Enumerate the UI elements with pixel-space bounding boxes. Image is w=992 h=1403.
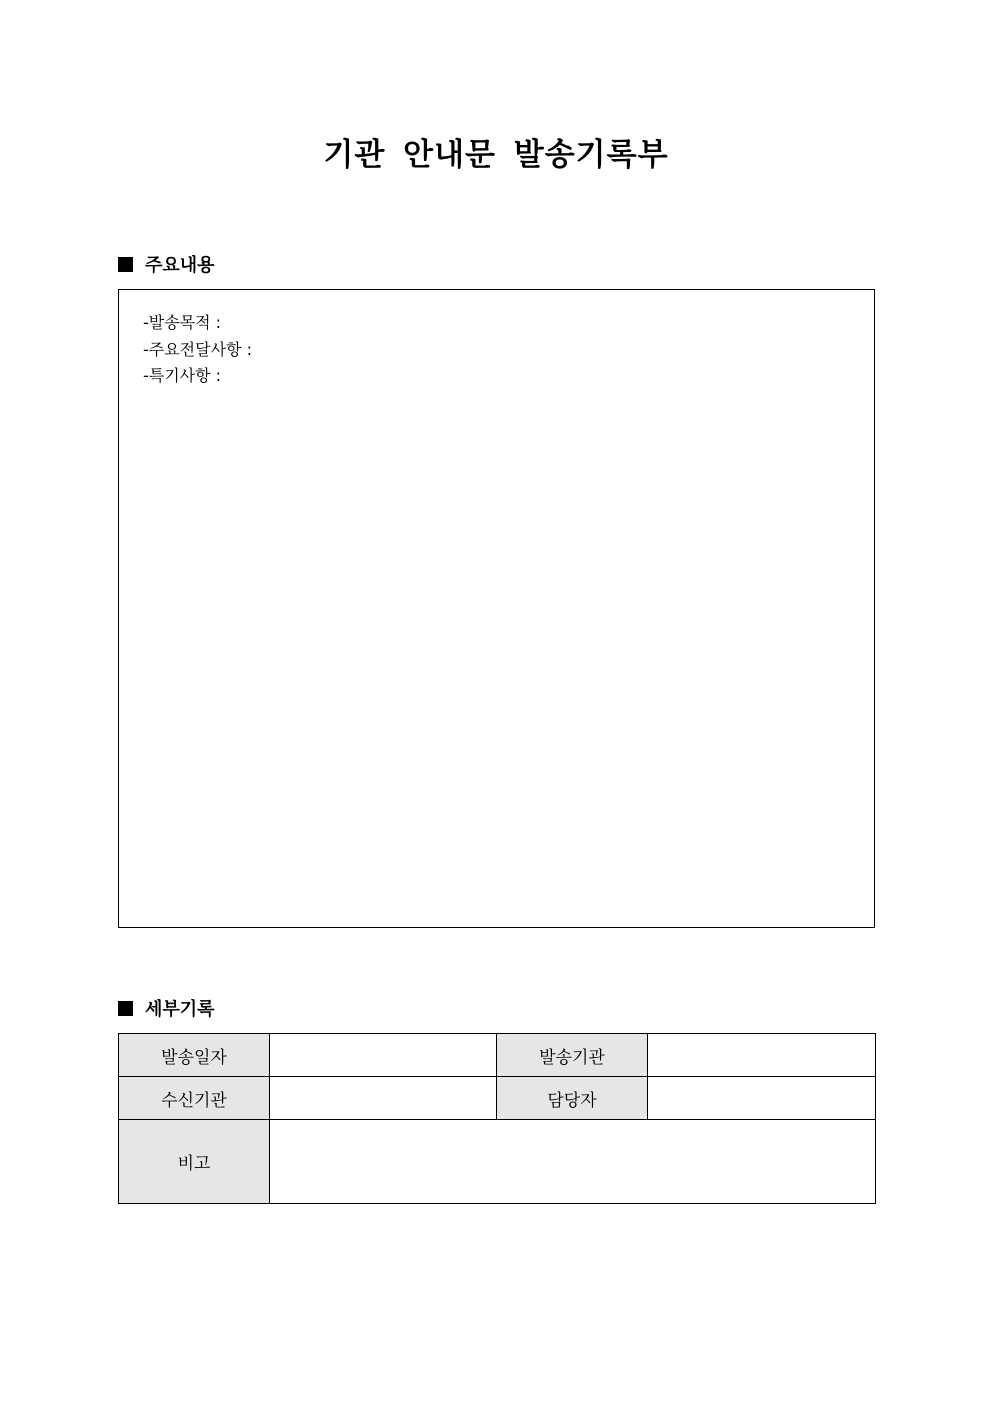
recv-org-field[interactable]	[270, 1077, 497, 1120]
table-row	[119, 1077, 876, 1120]
content-line-key-message: -주요전달사항 :	[143, 339, 252, 359]
recv-org-label: 수신기관	[119, 1077, 270, 1120]
content-line-special-notes: -특기사항 :	[143, 366, 222, 385]
section-heading-main-content	[118, 251, 215, 277]
content-line-purpose: -발송목적 :	[143, 313, 222, 332]
note-field[interactable]	[270, 1120, 876, 1204]
send-date-field[interactable]	[270, 1034, 497, 1077]
section-heading-label: 세부기록	[145, 999, 215, 1020]
main-content-box[interactable]	[118, 289, 875, 928]
table-row	[119, 1034, 876, 1077]
table-row	[119, 1120, 876, 1204]
main-content-lines	[143, 310, 252, 390]
section-heading-label: 주요내용	[145, 255, 215, 276]
document-title: 기관 안내문 발송기록부	[323, 137, 669, 173]
square-bullet-icon	[118, 257, 133, 272]
manager-label: 담당자	[497, 1077, 648, 1120]
detail-record-table	[118, 1033, 876, 1204]
manager-field[interactable]	[648, 1077, 876, 1120]
send-org-label: 발송기관	[497, 1034, 648, 1077]
section-heading-detail-record	[118, 995, 215, 1021]
send-org-field[interactable]	[648, 1034, 876, 1077]
send-date-label: 발송일자	[119, 1034, 270, 1077]
note-label: 비고	[119, 1120, 270, 1204]
square-bullet-icon	[118, 1001, 133, 1016]
